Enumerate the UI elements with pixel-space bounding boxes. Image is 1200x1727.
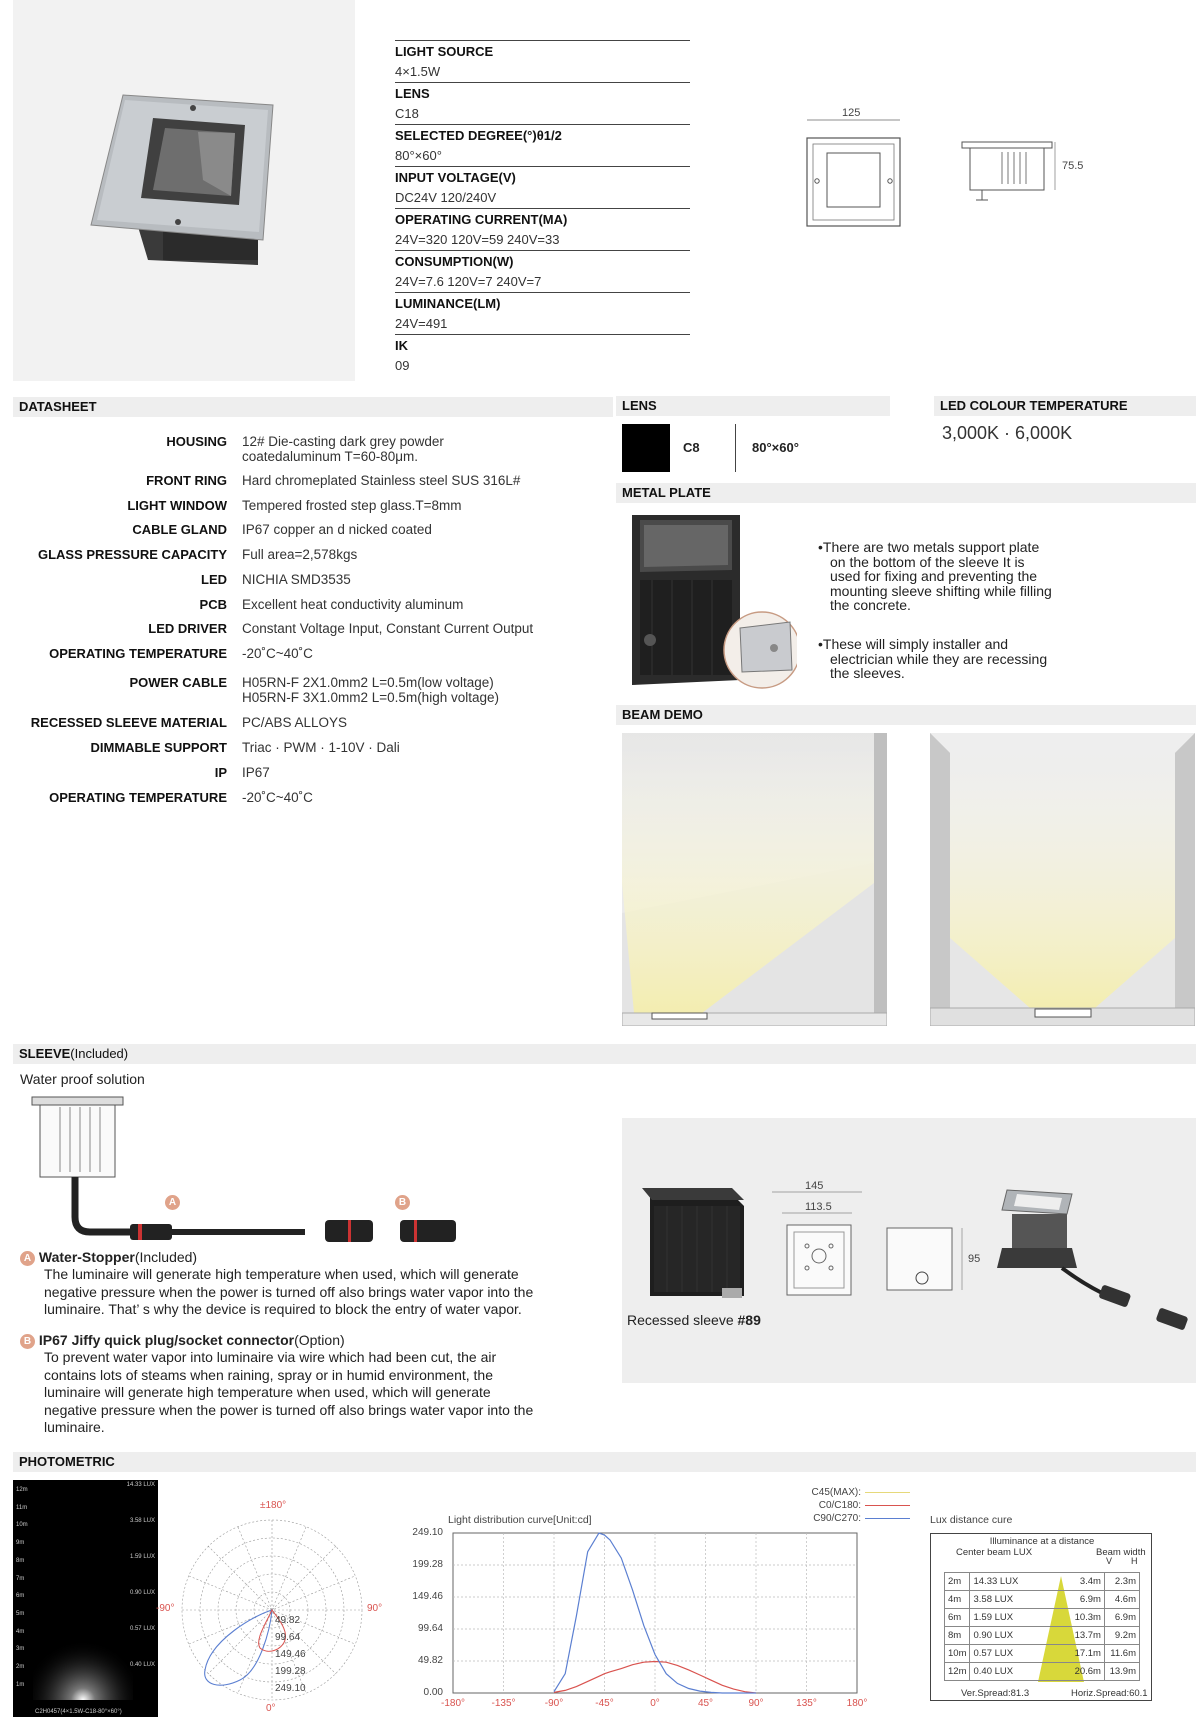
body-line: contains lots of steams when raining, spray or in humid environment, the xyxy=(44,1366,494,1383)
body-line: luminaire will generate high temperature when used, which will generate xyxy=(44,1384,491,1400)
legend-c90 xyxy=(760,1512,910,1525)
datasheet-value: Full area=2,578kgs xyxy=(242,547,358,562)
lux-beam-v: 13.7m xyxy=(1070,1627,1104,1645)
datasheet-value: IP67 xyxy=(242,765,270,780)
datasheet-label: LED xyxy=(201,572,227,587)
lux-distance: 6m xyxy=(945,1609,970,1627)
metal-plate-note-1 xyxy=(818,540,1080,613)
sleeve-header xyxy=(13,1044,1196,1064)
led-colour-header: LED COLOUR TEMPERATURE xyxy=(934,396,1196,416)
datasheet-label: LED DRIVER xyxy=(148,621,227,636)
beam-demo-side-view xyxy=(622,733,887,1026)
polar-ring-labels xyxy=(275,1612,306,1697)
note-line: used for fixing and preventing the xyxy=(830,568,1038,584)
sleeve-title: SLEEVE xyxy=(19,1046,71,1061)
sleeve-height-dimension: 95 xyxy=(968,1253,981,1265)
isolux-rows xyxy=(16,1482,28,1694)
marker-b: B xyxy=(20,1334,35,1349)
x-tick-label: -135° xyxy=(491,1698,516,1709)
dimension-drawing xyxy=(790,100,1090,240)
note-line: on the bottom of the sleeve It is xyxy=(830,553,1025,570)
recessed-sleeve-caption xyxy=(627,1312,761,1328)
lux-beam-v: 6.9m xyxy=(1070,1591,1104,1609)
body-line: negative pressure when the power is turned off also brings water vapor into the xyxy=(44,1283,534,1300)
lens-code: C8 xyxy=(683,440,700,455)
datasheet-value: Constant Voltage Input, Constant Current Output xyxy=(242,621,534,636)
distribution-chart xyxy=(412,1525,955,1720)
legend-c90-swatch xyxy=(865,1518,910,1519)
lux-header-h: H xyxy=(1131,1556,1138,1566)
isolux-row: 12m xyxy=(16,1487,28,1493)
isolux-row: 2m xyxy=(16,1664,25,1671)
isolux-row: 5m xyxy=(16,1610,25,1617)
beam-demo-front-view xyxy=(930,733,1195,1026)
legend-c45 xyxy=(760,1486,910,1499)
lux-header-v: V xyxy=(1106,1556,1113,1566)
isolux-lux: 0.90 LUX xyxy=(129,1590,155,1596)
isolux-lux: 14.33 LUX xyxy=(126,1482,155,1488)
lux-beam-v: 3.4m xyxy=(1070,1573,1104,1591)
connector-text xyxy=(20,1332,590,1437)
lux-value: 0.90 LUX xyxy=(970,1627,1070,1645)
metal-plate-image xyxy=(622,510,797,700)
x-tick-label: -180° xyxy=(440,1698,465,1709)
body-line: luminaire. That’ s why the device is required to block the entry of water vapor. xyxy=(44,1301,522,1317)
polar-ring-label: 99.64 xyxy=(275,1632,301,1643)
isolux-lux-labels xyxy=(127,1482,155,1698)
lens-divider xyxy=(735,424,736,472)
datasheet-label: FRONT RING xyxy=(146,473,227,488)
polar-ring-label: 199.28 xyxy=(275,1666,306,1677)
spec-value: 24V=7.6 120V=7 240V=7 xyxy=(395,274,542,289)
note-line: the concrete. xyxy=(830,597,911,613)
water-stopper-title: Water-Stopper xyxy=(38,1249,135,1265)
lux-table-row xyxy=(945,1663,1140,1681)
lux-beam-h: 2.3m xyxy=(1104,1573,1139,1591)
lux-table-row xyxy=(945,1645,1140,1663)
datasheet-label: LIGHT WINDOW xyxy=(127,498,227,513)
lux-distance: 12m xyxy=(945,1663,970,1681)
isolux-row: 4m xyxy=(16,1628,25,1635)
isolux-row: 11m xyxy=(16,1504,28,1511)
spec-value: 24V=320 120V=59 240V=33 xyxy=(395,232,560,247)
spec-value: 4×1.5W xyxy=(395,64,441,79)
recessed-sleeve-code: #89 xyxy=(737,1312,761,1328)
polar-diagram xyxy=(156,1490,385,1720)
recessed-sleeve-panel xyxy=(622,1118,1196,1383)
datasheet-value: Excellent heat conductivity aluminum xyxy=(242,597,464,612)
legend-c0 xyxy=(760,1499,910,1512)
lux-table-row xyxy=(945,1627,1140,1645)
note-line: mounting sleeve shifting while filling xyxy=(830,582,1052,599)
lux-value: 14.33 LUX xyxy=(970,1573,1070,1591)
lux-beam-h: 4.6m xyxy=(1104,1591,1139,1609)
lux-value: 0.40 LUX xyxy=(970,1663,1070,1681)
distribution-chart-title: Light distribution curve[Unit:cd] xyxy=(448,1514,592,1526)
datasheet-value: NICHIA SMD3535 xyxy=(242,572,351,587)
beam-demo-header: BEAM DEMO xyxy=(616,705,1196,725)
spec-value: 80°×60° xyxy=(395,148,442,163)
x-tick-label: -45° xyxy=(595,1698,614,1709)
note-line: •These will simply installer and xyxy=(818,636,1009,652)
sleeve-title-suffix: (Included) xyxy=(70,1046,129,1061)
led-colour-value: 3,000K · 6,000K xyxy=(942,423,1073,443)
lux-value: 0.57 LUX xyxy=(970,1645,1070,1663)
lux-header-1: Illuminance at a distance xyxy=(989,1536,1095,1547)
marker-a: A xyxy=(20,1251,35,1266)
lux-beam-v: 10.3m xyxy=(1070,1609,1104,1627)
lens-swatch xyxy=(622,424,670,472)
lux-table-row xyxy=(945,1609,1140,1627)
legend-c0-swatch xyxy=(865,1505,910,1506)
polar-ring-label: 249.10 xyxy=(275,1683,306,1694)
isolux-row: 3m xyxy=(16,1646,25,1653)
lux-beam-h: 6.9m xyxy=(1104,1609,1139,1627)
sleeve-subtitle: Water proof solution xyxy=(20,1071,145,1087)
datasheet-label: DIMMABLE SUPPORT xyxy=(90,740,227,755)
datasheet-value: H05RN-F 3X1.0mm2 L=0.5m(high voltage) xyxy=(242,690,499,705)
note-line: •There are two metals support plate xyxy=(818,539,1040,555)
datasheet-label: RECESSED SLEEVE MATERIAL xyxy=(30,715,227,730)
product-photo xyxy=(13,0,355,381)
spec-label: LIGHT SOURCE xyxy=(395,40,690,61)
legend-c45-label: C45(MAX): xyxy=(811,1487,861,1498)
spec-label: LUMINANCE(LM) xyxy=(395,292,690,313)
photometric-header: PHOTOMETRIC xyxy=(13,1452,1196,1472)
x-tick-label: 180° xyxy=(846,1698,868,1709)
note-line: the sleeves. xyxy=(830,665,905,681)
lux-value: 3.58 LUX xyxy=(970,1591,1070,1609)
spec-value: 09 xyxy=(395,358,410,373)
lux-distance: 2m xyxy=(945,1573,970,1591)
y-tick-label: 0.00 xyxy=(423,1687,443,1698)
lux-beam-h: 13.9m xyxy=(1104,1663,1139,1681)
x-tick-label: -90° xyxy=(544,1698,564,1709)
datasheet-label: PCB xyxy=(199,597,227,612)
y-tick-label: 199.28 xyxy=(412,1559,443,1570)
metal-plate-note-2 xyxy=(818,637,1080,681)
datasheet-value: Triac · PWM · 1-10V · Dali xyxy=(242,740,400,755)
isolux-lux: 0.57 LUX xyxy=(129,1626,155,1632)
polar-top-label: ±180° xyxy=(260,1500,287,1511)
sleeve-outer-dimension: 145 xyxy=(805,1180,824,1192)
height-dimension: 75.5 xyxy=(1062,160,1084,172)
spec-value: 24V=491 xyxy=(395,316,448,331)
isolux-row: 9m xyxy=(16,1540,25,1547)
recessed-sleeve-label: Recessed sleeve xyxy=(627,1312,738,1328)
datasheet-label: GLASS PRESSURE CAPACITY xyxy=(37,547,227,562)
isolux-row: 8m xyxy=(16,1557,25,1564)
y-tick-label: 49.82 xyxy=(417,1655,443,1666)
datasheet-value: H05RN-F 2X1.0mm2 L=0.5m(low voltage) xyxy=(242,675,494,690)
spec-value: DC24V 120/240V xyxy=(395,190,497,205)
isolux-caption: C2H0457(4×1.5W-C18-80°×60°) xyxy=(35,1709,122,1715)
lux-table-row xyxy=(945,1591,1140,1609)
polar-left-label: -90° xyxy=(156,1603,175,1614)
legend-c90-label: C90/C270: xyxy=(813,1513,861,1524)
lux-distance: 10m xyxy=(945,1645,970,1663)
polar-right-label: 90° xyxy=(367,1603,383,1614)
polar-ring-label: 49.82 xyxy=(275,1615,301,1626)
connector-suffix: (Option) xyxy=(294,1332,345,1348)
isolux-row: 6m xyxy=(16,1593,25,1600)
lux-table xyxy=(944,1572,1140,1681)
datasheet-label: IP xyxy=(214,765,227,780)
datasheet-value: Hard chromeplated Stainless steel SUS 316L# xyxy=(242,473,521,488)
x-tick-label: 0° xyxy=(650,1698,660,1709)
body-line: luminaire. xyxy=(44,1419,105,1435)
width-dimension: 125 xyxy=(842,107,861,119)
lux-distance-panel xyxy=(930,1533,1152,1701)
datasheet-value: PC/ABS ALLOYS xyxy=(242,715,348,730)
y-tick-label: 149.46 xyxy=(412,1591,443,1602)
water-stopper-suffix: (Included) xyxy=(134,1249,198,1265)
y-tick-label: 99.64 xyxy=(417,1623,443,1634)
spec-value: C18 xyxy=(395,106,419,121)
datasheet-value: -20˚C~40˚C xyxy=(242,790,313,805)
lux-beam-h: 11.6m xyxy=(1104,1645,1139,1663)
metal-plate-header: METAL PLATE xyxy=(616,483,1196,503)
datasheet-label: OPERATING TEMPERATURE xyxy=(49,646,227,661)
x-tick-label: 90° xyxy=(748,1698,764,1709)
datasheet-value: -20˚C~40˚C xyxy=(242,646,313,661)
lux-distance-title: Lux distance cure xyxy=(930,1514,1013,1526)
lux-beam-h: 9.2m xyxy=(1104,1627,1139,1645)
spec-label: CONSUMPTION(W) xyxy=(395,250,690,271)
isolux-lux: 1.59 LUX xyxy=(129,1554,155,1560)
lux-hor-spread: Horiz.Spread:60.1 xyxy=(1071,1688,1148,1699)
body-line: negative pressure when the power is turned off also brings water vapor into the xyxy=(44,1401,534,1418)
datasheet-value: 12# Die-casting dark grey powder xyxy=(242,434,444,449)
marker-b-diagram: B xyxy=(395,1195,410,1210)
datasheet-value: Tempered frosted step glass.T=8mm xyxy=(242,498,462,513)
isolux-row: 1m xyxy=(16,1681,25,1688)
lens-angle: 80°×60° xyxy=(752,440,799,455)
spec-label: LENS xyxy=(395,82,690,103)
spec-label: SELECTED DEGREE(°)θ1/2 xyxy=(395,124,690,145)
water-stopper-diagram xyxy=(30,1092,510,1262)
lux-beam-v: 20.6m xyxy=(1070,1663,1104,1681)
spec-label: INPUT VOLTAGE(V) xyxy=(395,166,690,187)
curve-legend xyxy=(760,1486,910,1525)
lux-table-row xyxy=(945,1573,1140,1591)
legend-c0-label: C0/C180: xyxy=(818,1500,861,1511)
lux-ver-spread: Ver.Spread:81.3 xyxy=(961,1688,1030,1699)
lux-distance: 8m xyxy=(945,1627,970,1645)
isolux-row: 10m xyxy=(16,1522,28,1529)
isolux-lux: 0.40 LUX xyxy=(129,1662,155,1668)
datasheet-label: HOUSING xyxy=(166,434,227,449)
datasheet-label: POWER CABLE xyxy=(129,675,227,690)
body-line: To prevent water vapor into luminaire via wire which had been cut, the air xyxy=(44,1349,497,1365)
body-line: The luminaire will generate high temperature when used, which will generate xyxy=(44,1266,519,1282)
marker-a-diagram: A xyxy=(165,1195,180,1210)
isolux-panel xyxy=(13,1480,158,1717)
water-stopper-text xyxy=(20,1249,590,1319)
lens-header: LENS xyxy=(616,396,890,416)
spec-label: IK xyxy=(395,334,690,355)
lux-header-3: Beam width xyxy=(1096,1547,1146,1558)
lux-beam-v: 17.1m xyxy=(1070,1645,1104,1663)
lux-distance: 4m xyxy=(945,1591,970,1609)
y-tick-label: 249.10 xyxy=(412,1527,443,1538)
sleeve-inner-dimension: 113.5 xyxy=(805,1201,832,1213)
polar-bottom-label: 0° xyxy=(266,1703,276,1714)
x-tick-label: 135° xyxy=(796,1698,817,1709)
lux-header-2: Center beam LUX xyxy=(956,1547,1033,1558)
isolux-row: 7m xyxy=(16,1575,25,1582)
legend-c45-swatch xyxy=(865,1492,910,1493)
datasheet-label: CABLE GLAND xyxy=(132,522,227,537)
datasheet-label: OPERATING TEMPERATURE xyxy=(49,790,227,805)
lux-value: 1.59 LUX xyxy=(970,1609,1070,1627)
spec-label: OPERATING CURRENT(MA) xyxy=(395,208,690,229)
note-line: electrician while they are recessing xyxy=(830,650,1048,667)
polar-ring-label: 149.46 xyxy=(275,1649,306,1660)
x-tick-label: 45° xyxy=(697,1698,714,1709)
datasheet-value: coatedaluminum T=60-80μm. xyxy=(242,449,418,464)
connector-title: IP67 Jiffy quick plug/socket connector xyxy=(38,1332,295,1348)
datasheet-value: IP67 copper an d nicked coated xyxy=(242,522,432,537)
datasheet-header: DATASHEET xyxy=(13,397,613,417)
isolux-lux: 3.58 LUX xyxy=(129,1518,155,1524)
